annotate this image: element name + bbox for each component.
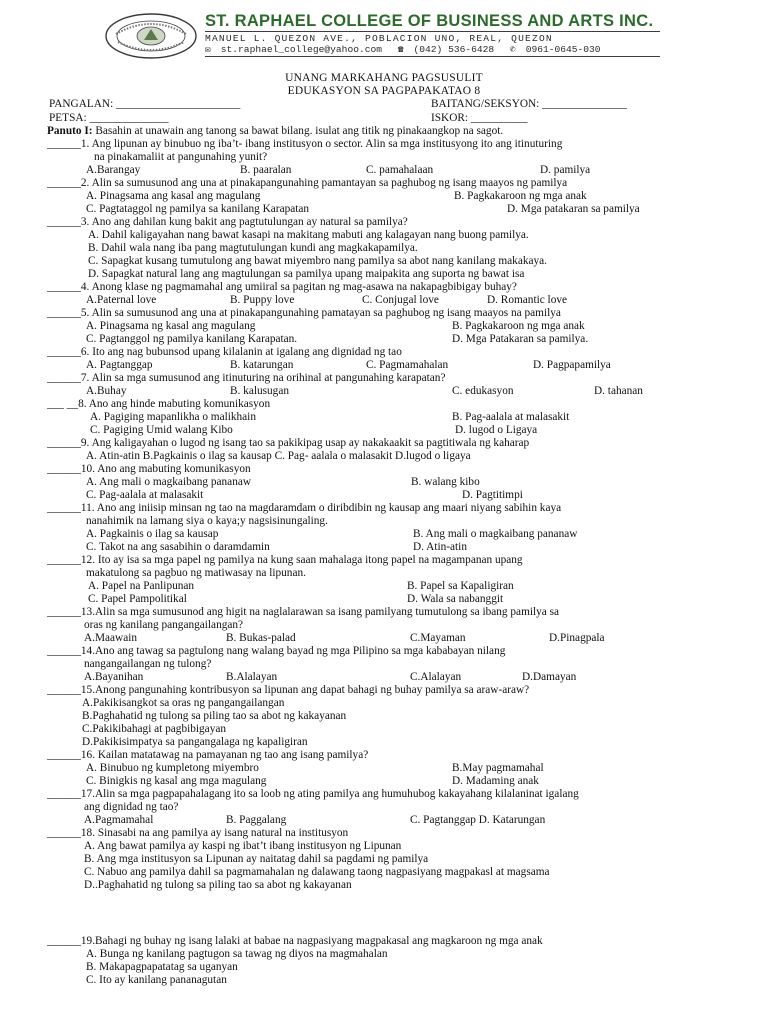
school-mobile: 0961-0645-030 — [525, 44, 601, 55]
q7-option-d: D. tahanan — [594, 385, 643, 397]
q5-option-a: A. Pinagsama ng kasal ang magulang — [86, 320, 256, 332]
q2-option-a: A. Pinagsama ang kasal ang magulang — [86, 190, 261, 202]
q13-option-c: C.Mayaman — [410, 632, 466, 644]
q16-option-d: D. Madaming anak — [452, 775, 539, 787]
question-1-line-2: na pinakamaliit at pangunahing yunit? — [94, 151, 268, 163]
school-name: ST. RAPHAEL COLLEGE OF BUSINESS AND ARTS INC. — [205, 12, 654, 30]
q11-option-c: C. Takot na ang sasabihin o daramdamin — [86, 541, 270, 553]
date-field: PETSA: ______________ — [49, 112, 169, 124]
q14-option-a: A.Bayanihan — [84, 671, 144, 683]
q2-option-b: B. Pagkakaroon ng mga anak — [454, 190, 587, 202]
q11-option-a: A. Pagkainis o ilag sa kausap — [86, 528, 219, 540]
q16-option-b: B.May pagmamahal — [452, 762, 544, 774]
name-field: PANGALAN: ______________________ — [49, 98, 241, 110]
school-address: MANUEL L. QUEZON AVE., POBLACION UNO, REAL, QUEZON — [205, 33, 553, 44]
school-contact — [205, 44, 611, 55]
header-rule-top — [205, 31, 660, 32]
question-7-line-1: ______7. Alin sa mga sumusunod ang itinuturing na orihinal at pangunahing karapatan? — [47, 372, 446, 384]
score-field: ISKOR: __________ — [431, 112, 528, 124]
q19-option-c: C. Ito ay kanilang pananagutan — [86, 974, 227, 986]
header-rule-bottom — [205, 56, 660, 57]
question-11-line-1: ______11. Ano ang iniisip minsan ng tao na magdaramdam o diribdibin ng kausap ang maari niyang sabihin kaya — [47, 502, 562, 514]
q10-option-b: B. walang kibo — [411, 476, 480, 488]
q3-option-d: D. Sapagkat natural lang ang magtulungan sa pamilya upang maipakita ang suporta ng bawat isa — [88, 268, 525, 280]
q13-option-a: A.Maawain — [84, 632, 138, 644]
school-email: st.raphael_college@yahoo.com — [220, 44, 382, 55]
email-icon: ✉ — [205, 44, 211, 55]
question-4-line-1: ______4. Anong klase ng pagmamahal ang umiiral sa pagitan ng mag-asawa na nakapagbibigay buhay? — [47, 281, 517, 293]
q5-option-c: C. Pagtanggol ng pamilya kanilang Karapatan. — [86, 333, 298, 345]
q10-option-c: C. Pag-aalala at malasakit — [86, 489, 204, 501]
question-12-line-1: ______12. Ito ay isa sa mga papel ng pamilya na kung saan mahalaga itong papel na magampanan upang — [47, 554, 523, 566]
exam-subject: EDUKASYON SA PAGPAPAKATAO 8 — [287, 85, 481, 97]
q3-option-a: A. Dahil kaligayahan nang bawat kasapi na makitang mabuti ang kalagayan nang buong pamilya. — [88, 229, 529, 241]
q11-option-d: D. Atin-atin — [413, 541, 467, 553]
q18-option-c: C. Nabuo ang pamilya dahil sa pagmamahalan ng dalawang taong nagpasiyang magpakasl at magsama — [84, 866, 550, 878]
q7-option-a: A.Buhay — [86, 385, 127, 397]
exam-title: UNANG MARKAHANG PAGSUSULIT — [285, 72, 483, 84]
q13-option-b: B. Bukas-palad — [226, 632, 296, 644]
q10-option-a: A. Ang mali o magkaibang pananaw — [86, 476, 252, 488]
question-16-line-1: ______16. Kailan matatawag na pamayanan ng tao ang isang pamilya? — [47, 749, 369, 761]
q1-option-a: A.Barangay — [86, 164, 141, 176]
q2-option-c: C. Pagtataggol ng pamilya sa kanilang Karapatan — [86, 203, 310, 215]
q17-option-b: B. Paggalang — [226, 814, 287, 826]
q11-option-b: B. Ang mali o magkaibang pananaw — [413, 528, 578, 540]
q6-option-c: C. Pagmamahalan — [366, 359, 449, 371]
question-14-line-2: nangangailangan ng tulong? — [84, 658, 212, 670]
question-5-line-1: ______5. Alin sa sumusunod ang una at pinakapangunahing pamatayan sa paghubog ng isang maayos na pamilya — [47, 307, 561, 319]
question-3-line-1: ______3. Ano ang dahilan kung bakit ang pagtutulungan ay natural sa pamilya? — [47, 216, 408, 228]
q19-option-a: A. Bunga ng kanilang pagtugon sa tawag ng diyos na magmahalan — [86, 948, 388, 960]
q13-option-d: D.Pinagpala — [549, 632, 605, 644]
q1-option-b: B. paaralan — [240, 164, 292, 176]
q7-option-b: B. kalusugan — [230, 385, 289, 397]
question-6-line-1: ______6. Ito ang nag bubunsod upang kilalanin at igalang ang dignidad ng tao — [47, 346, 402, 358]
phone-icon: ☎ — [397, 44, 404, 55]
instructions-label: Panuto I: — [47, 125, 93, 137]
q15-option-b: B.Paghahatid ng tulong sa piling tao sa abot ng kakayanan — [82, 710, 347, 722]
q12-option-d: D. Wala sa nabanggit — [407, 593, 504, 605]
q18-option-b: B. Ang mga institusyon sa Lipunan ay naitatag dahil sa pagdami ng pamilya — [84, 853, 429, 865]
q15-option-d: D.Pakikisimpatya sa pangangalaga ng kapaligiran — [82, 736, 308, 748]
q12-option-a: A. Papel na Panlipunan — [88, 580, 195, 592]
q19-option-b: B. Makapagpapatatag sa uganyan — [86, 961, 238, 973]
q3-option-b: B. Dahil wala nang iba pang magtutulungan kundi ang magkakapamilya. — [88, 242, 418, 254]
q5-option-b: B. Pagkakaroon ng mga anak — [452, 320, 585, 332]
question-9-line-2: A. Atin-atin B.Pagkainis o ilag sa kausap C. Pag- aalala o malasakit D.lugod o ligaya — [86, 450, 471, 462]
q16-option-c: C. Binigkis ng kasal ang mga magulang — [86, 775, 267, 787]
q6-option-d: D. Pagpapamilya — [533, 359, 611, 371]
q3-option-c: C. Sapagkat kusang tumutulong ang bawat miyembro nang pamilya sa abot nang kanilang makakaya. — [88, 255, 547, 267]
q10-option-d: D. Pagtitimpi — [462, 489, 523, 501]
q14-option-b: B.Alalayan — [226, 671, 278, 683]
q18-option-a: A. Ang bawat pamilya ay kaspi ng ibat’t ibang institusyon ng Lipunan — [84, 840, 402, 852]
q1-option-d: D. pamilya — [540, 164, 591, 176]
question-2-line-1: ______2. Alin sa sumusunod ang una at pinakapangunahing pamantayan sa paghubog ng isang maayos ng pamilya — [47, 177, 568, 189]
question-13-line-2: oras ng kanilang pangangailangan? — [84, 619, 244, 631]
q8-option-d: D. lugod o Ligaya — [455, 424, 538, 436]
instructions — [47, 125, 503, 138]
question-15-line-1: ______15.Anong pangunahing kontribusyon sa lipunan ang dapat bahagi ng buhay pamilya sa araw-araw? — [47, 684, 530, 696]
q7-option-c: C. edukasyon — [452, 385, 514, 397]
q8-option-a: A. Pagiging mapanlikha o malikhain — [90, 411, 256, 423]
question-14-line-1: ______14.Ano ang tawag sa pagtulong nang walang bayad ng mga Pilipino sa mga kababayan nilang — [47, 645, 506, 657]
question-18-line-1: ______18. Sinasabi na ang pamilya ay isang natural na institusyon — [47, 827, 349, 839]
question-1-line-1: ______1. Ang lipunan ay binubuo ng iba’t- ibang institusyon o sector. Alin sa mga institusyong ito ang itinuturing — [47, 138, 563, 150]
q6-option-b: B. katarungan — [230, 359, 294, 371]
question-19-line-1: ______19.Bahagi ng buhay ng isang lalaki at babae na nagpasiyang magpakasal ang magkaroon ng mga anak — [47, 935, 543, 947]
school-phone: (042) 536-6428 — [413, 44, 495, 55]
q16-option-a: A. Binubuo ng kumpletong miyembro — [86, 762, 259, 774]
q4-option-b: B. Puppy love — [230, 294, 295, 306]
q14-option-c: C.Alalayan — [410, 671, 462, 683]
question-11-line-2: nanahimik na lamang siya o kaya;y nagsisinungaling. — [86, 515, 328, 527]
question-17-line-1: ______17.Alin sa mga pagpapahalagang ito sa loob ng ating pamilya ang humuhubog kakayahang kilalaninat igalang — [47, 788, 579, 800]
q14-option-d: D.Damayan — [522, 671, 577, 683]
question-12-line-2: makatulong sa pagbuo ng matiwasay na lipunan. — [86, 567, 306, 579]
question-13-line-1: ______13.Alin sa mga sumusunod ang higit na naglalarawan sa isang pamilyang tumutulong sa ibang pamilya sa — [47, 606, 560, 618]
q2-option-d: D. Mga patakaran sa pamilya — [507, 203, 640, 215]
question-9-line-1: ______9. Ang kaligayahan o lugod ng isang tao sa pakikipag usap ay nakakaakit sa pagtitiwala ng kaharap — [47, 437, 530, 449]
school-logo-seal — [104, 12, 198, 60]
q8-option-c: C. Pagiging Umid walang Kibo — [90, 424, 233, 436]
q4-option-c: C. Conjugal love — [362, 294, 439, 306]
q15-option-c: C.Pakikibahagi at pagbibigayan — [82, 723, 227, 735]
q18-option-d: D..Paghahatid ng tulong sa piling tao sa abot ng kakayanan — [84, 879, 352, 891]
q8-option-b: B. Pag-aalala at malasakit — [452, 411, 570, 423]
q12-option-c: C. Papel Pampolitikal — [88, 593, 187, 605]
q5-option-d: D. Mga Patakaran sa pamilya. — [452, 333, 589, 345]
q4-option-d: D. Romantic love — [487, 294, 568, 306]
mobile-icon: ✆ — [509, 44, 516, 55]
q1-option-c: C. pamahalaan — [366, 164, 434, 176]
q17-option-c: C. Pagtanggap D. Katarungan — [410, 814, 546, 826]
q4-option-a: A.Paternal love — [86, 294, 157, 306]
question-17-line-2: ang dignidad ng tao? — [84, 801, 179, 813]
q17-option-a: A.Pagmamahal — [84, 814, 154, 826]
question-10-line-1: ______10. Ano ang mabuting komunikasyon — [47, 463, 251, 475]
question-8-line-1: ___ __8. Ano ang hinde mabuting komunikasyon — [47, 398, 271, 410]
q15-option-a: A.Pakikisangkot sa oras ng pangangailangan — [82, 697, 285, 709]
q12-option-b: B. Papel sa Kapaligiran — [407, 580, 514, 592]
instructions-text: Basahin at unawain ang tanong sa bawat bilang. isulat ang titik ng pinakaangkop na sagot. — [92, 125, 504, 137]
grade-section-field: BAITANG/SEKSYON: _______________ — [431, 98, 627, 110]
q6-option-a: A. Pagtanggap — [86, 359, 153, 371]
